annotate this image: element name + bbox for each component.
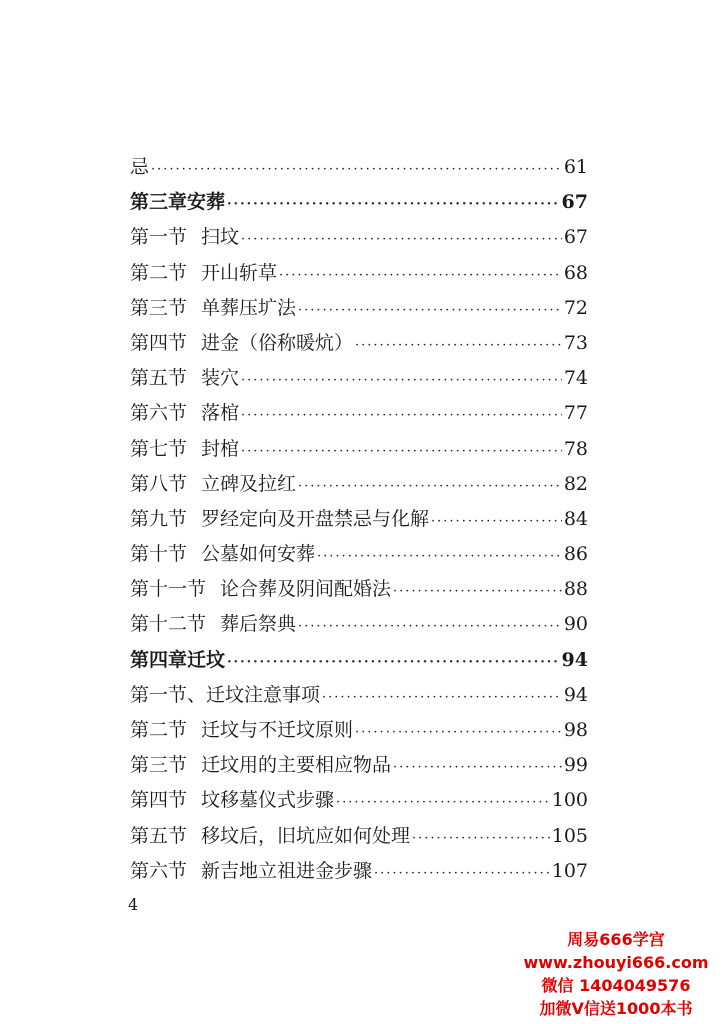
toc-section-row — [130, 326, 588, 361]
toc-entry-title: 扫坟 — [201, 226, 240, 249]
toc-section-row — [130, 220, 588, 255]
toc-entry-title: 葬后祭典 — [220, 613, 297, 636]
toc-section-row — [130, 150, 588, 185]
toc-section-number: 第五节 — [130, 824, 188, 847]
toc-section-row — [130, 678, 588, 713]
toc-leader-dots — [298, 609, 562, 644]
toc-entry-title: 开山斩草 — [201, 261, 278, 284]
toc-leader-dots — [298, 293, 562, 328]
toc-entry-title: 第三章安葬 — [130, 191, 226, 214]
toc-page-number: 100 — [551, 789, 588, 812]
toc-section-row — [130, 502, 588, 537]
toc-section-row — [130, 854, 588, 889]
toc-entry-label — [130, 502, 429, 537]
toc-leader-dots — [317, 539, 562, 574]
toc-leader-dots — [374, 856, 550, 891]
toc-leader-dots — [412, 821, 550, 856]
page-number: 4 — [128, 895, 139, 914]
toc-entry-label — [130, 713, 353, 748]
toc-page-number: 107 — [551, 859, 588, 882]
toc-section-row — [130, 291, 588, 326]
toc-section-row — [130, 467, 588, 502]
toc-entry-title: 迁坟用的主要相应物品 — [201, 754, 392, 777]
toc-entry-label — [130, 748, 391, 783]
toc-page-number: 68 — [563, 261, 588, 284]
toc-leader-dots — [355, 715, 562, 750]
toc-leader-dots — [393, 574, 562, 609]
toc-entry-label — [130, 854, 372, 889]
toc-entry-title: 封棺 — [201, 437, 240, 460]
toc-page-number: 67 — [563, 226, 588, 249]
toc-entry-label — [130, 678, 320, 713]
toc-leader-dots — [227, 187, 560, 222]
toc-page-number: 84 — [563, 507, 588, 530]
toc-leader-dots — [241, 434, 562, 469]
toc-leader-dots — [431, 504, 562, 539]
toc-entry-label — [130, 291, 296, 326]
toc-page-number: 94 — [563, 683, 588, 706]
toc-entry-label — [130, 326, 353, 361]
toc-page-number: 94 — [561, 648, 588, 671]
toc-entry-label — [130, 572, 391, 607]
toc-section-number: 第二节 — [130, 261, 188, 284]
toc-entry-title: 迁坟与不迁坟原则 — [201, 719, 354, 741]
toc-section-number: 第五节 — [130, 367, 188, 390]
watermark — [516, 928, 716, 1020]
toc-entry-label — [130, 643, 225, 678]
toc-leader-dots — [279, 258, 562, 293]
toc-entry-label — [130, 256, 277, 291]
watermark-line-1: 周易666学宫 — [567, 930, 665, 949]
toc-entry-title: 忌 — [130, 156, 150, 178]
toc-leader-dots — [322, 680, 562, 715]
toc-entry-title: 进金（俗称暖炕） — [201, 331, 354, 354]
toc-section-number: 第七节 — [130, 437, 188, 460]
toc-section-number: 第九节 — [130, 507, 188, 530]
toc-entry-label — [130, 361, 239, 396]
toc-entry-title: 公墓如何安葬 — [201, 543, 316, 566]
toc-entry-title: 立碑及拉红 — [201, 472, 297, 495]
toc-chapter-row — [130, 643, 588, 678]
toc-section-row — [130, 572, 588, 607]
toc-section-number: 第十节 — [130, 543, 188, 566]
toc-section-number: 第三节 — [130, 754, 188, 777]
toc-entry-label — [130, 537, 315, 572]
toc-page-number: 67 — [561, 191, 588, 214]
toc-entry-label — [130, 396, 239, 431]
toc-entry-title: 移坟后，旧坑应如何处理 — [201, 824, 411, 847]
toc-page-number: 77 — [563, 402, 588, 425]
toc-page-number: 82 — [563, 472, 588, 495]
toc-entry-label — [130, 819, 410, 854]
toc-page-number: 98 — [563, 719, 588, 741]
watermark-line-4: 加微V信送1000本书 — [539, 999, 693, 1018]
toc-page-number: 88 — [563, 578, 588, 601]
table-of-contents — [130, 150, 588, 889]
toc-section-number: 第六节 — [130, 402, 188, 425]
toc-section-row — [130, 783, 588, 818]
watermark-line-2: www.zhouyi666.com — [523, 953, 709, 972]
toc-section-number: 第一节 — [130, 226, 188, 249]
toc-leader-dots — [151, 152, 562, 187]
toc-page-number: 99 — [563, 754, 588, 777]
toc-page-number: 86 — [563, 543, 588, 566]
toc-section-row — [130, 819, 588, 854]
toc-leader-dots — [298, 469, 562, 504]
toc-entry-label — [130, 185, 225, 220]
toc-page-number: 105 — [551, 824, 588, 847]
toc-entry-title: 论合葬及阴间配婚法 — [220, 578, 392, 601]
toc-entry-title: 罗经定向及开盘禁忌与化解 — [201, 507, 430, 530]
toc-section-row — [130, 396, 588, 431]
toc-section-number: 第四节 — [130, 331, 188, 354]
toc-section-row — [130, 607, 588, 642]
toc-section-number: 第二节 — [130, 719, 188, 741]
toc-leader-dots — [241, 363, 562, 398]
toc-section-row — [130, 256, 588, 291]
toc-entry-title: 新吉地立祖进金步骤 — [201, 859, 373, 882]
toc-entry-label — [130, 432, 239, 467]
toc-section-row — [130, 748, 588, 783]
toc-entry-title: 坟移墓仪式步骤 — [201, 789, 335, 812]
toc-section-number: 第十一节 — [130, 578, 207, 601]
toc-entry-title: 落棺 — [201, 402, 240, 425]
watermark-line-3: 微信 1404049576 — [541, 976, 691, 995]
toc-leader-dots — [241, 222, 562, 257]
toc-entry-label — [130, 220, 239, 255]
toc-section-row — [130, 432, 588, 467]
toc-entry-title: 装穴 — [201, 367, 240, 390]
toc-page-number: 61 — [563, 156, 588, 178]
toc-entry-label — [130, 150, 149, 185]
toc-entry-label — [130, 467, 296, 502]
toc-entry-title: 第一节、迁坟注意事项 — [130, 683, 321, 706]
toc-page-number: 74 — [563, 367, 588, 390]
toc-section-number: 第十二节 — [130, 613, 207, 636]
toc-entry-label — [130, 783, 334, 818]
toc-leader-dots — [227, 645, 560, 680]
toc-entry-label — [130, 607, 296, 642]
toc-section-row — [130, 361, 588, 396]
toc-entry-title: 单葬压圹法 — [201, 296, 297, 319]
toc-leader-dots — [241, 398, 562, 433]
toc-leader-dots — [336, 785, 550, 820]
toc-section-row — [130, 537, 588, 572]
toc-section-number: 第八节 — [130, 472, 188, 495]
toc-chapter-row — [130, 185, 588, 220]
toc-page-number: 73 — [563, 331, 588, 354]
toc-page-number: 72 — [563, 296, 588, 319]
toc-entry-title: 第四章迁坟 — [130, 648, 226, 671]
toc-section-number: 第六节 — [130, 859, 188, 882]
toc-page-number: 78 — [563, 437, 588, 460]
toc-section-row — [130, 713, 588, 748]
toc-leader-dots — [393, 750, 562, 785]
toc-page-number: 90 — [563, 613, 588, 636]
toc-leader-dots — [355, 328, 562, 363]
toc-section-number: 第四节 — [130, 789, 188, 812]
toc-section-number: 第三节 — [130, 296, 188, 319]
